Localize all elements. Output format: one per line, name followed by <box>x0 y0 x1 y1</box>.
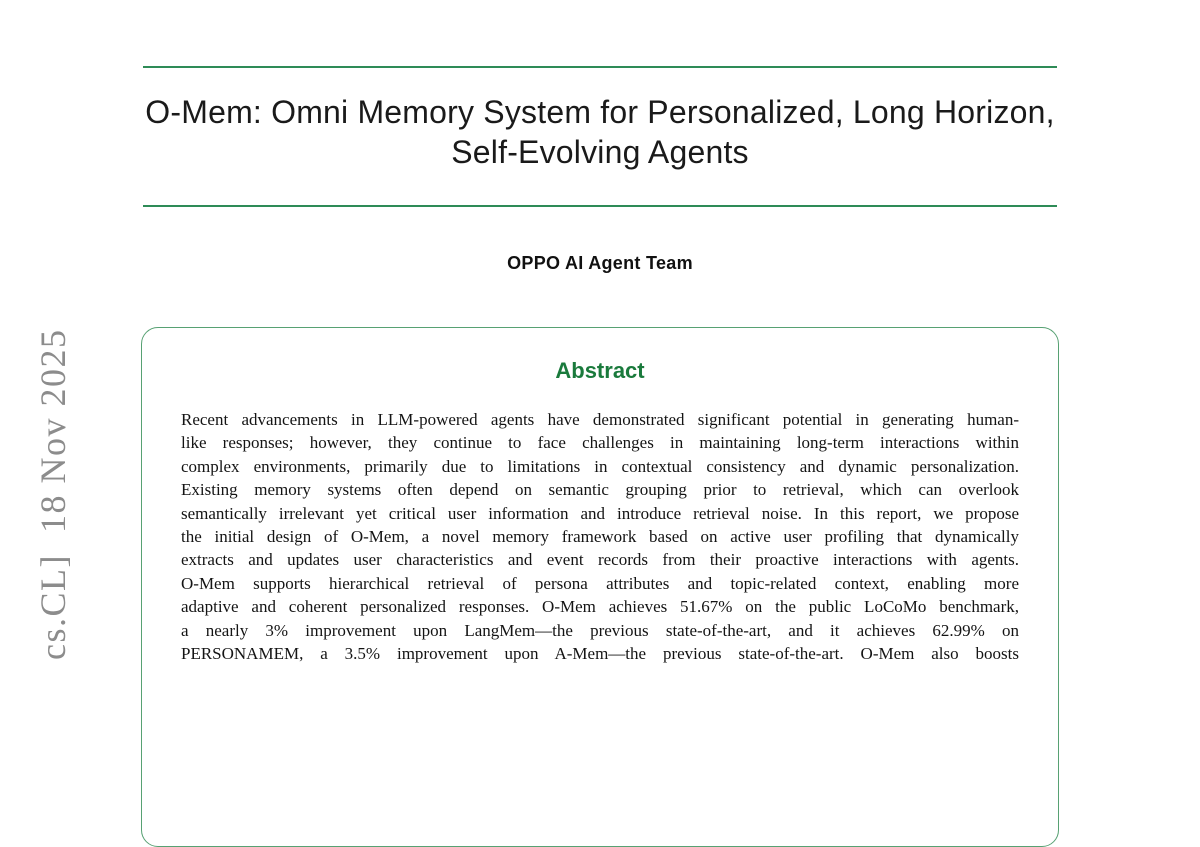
arxiv-stamp: cs.CL] 18 Nov 2025 <box>33 328 73 660</box>
abstract-text-line: adaptive and coherent personalized responses. O-Mem achieves 51.67% on the public LoCoMo benchmark, <box>181 597 1019 617</box>
abstract-box <box>141 327 1059 847</box>
abstract-text-line: semantically irrelevant yet critical user information and introduce retrieval noise. In this report, we propose <box>181 503 1019 523</box>
paper-title-line2: Self-Evolving Agents <box>451 134 749 170</box>
paper-title <box>0 92 1200 172</box>
title-rule-top <box>143 66 1057 68</box>
abstract-text-line: Recent advancements in LLM-powered agents have demonstrated significant potential in generating human- <box>181 410 1019 429</box>
abstract-text-line: extracts and updates user characteristics and event records from their proactive interactions with agents. <box>181 550 1019 570</box>
abstract-text-line: a nearly 3% improvement upon LangMem—the previous state-of-the-art, and it achieves 62.99% on <box>181 620 1019 640</box>
abstract-body <box>181 408 1019 665</box>
abstract-text-line: Existing memory systems often depend on semantic grouping prior to retrieval, which can overlook <box>181 480 1019 500</box>
title-rule-bottom <box>143 205 1057 207</box>
abstract-text-line: O-Mem supports hierarchical retrieval of persona attributes and topic-related context, enabling more <box>181 573 1019 593</box>
paper-title-line1: O-Mem: Omni Memory System for Personalized, Long Horizon, <box>145 94 1055 130</box>
abstract-text-line: the initial design of O-Mem, a novel memory framework based on active user profiling that dynamically <box>181 527 1019 547</box>
abstract-text-line: PERSONAMEM, a 3.5% improvement upon A-Mem—the previous state-of-the-art. O-Mem also boosts <box>181 644 1019 664</box>
abstract-text-line: like responses; however, they continue to face challenges in maintaining long-term interactions within <box>181 433 1019 453</box>
abstract-heading: Abstract <box>555 358 645 383</box>
abstract-text-line: complex environments, primarily due to limitations in contextual consistency and dynamic personalization. <box>181 456 1019 476</box>
paper-authors: OPPO AI Agent Team <box>507 253 693 273</box>
